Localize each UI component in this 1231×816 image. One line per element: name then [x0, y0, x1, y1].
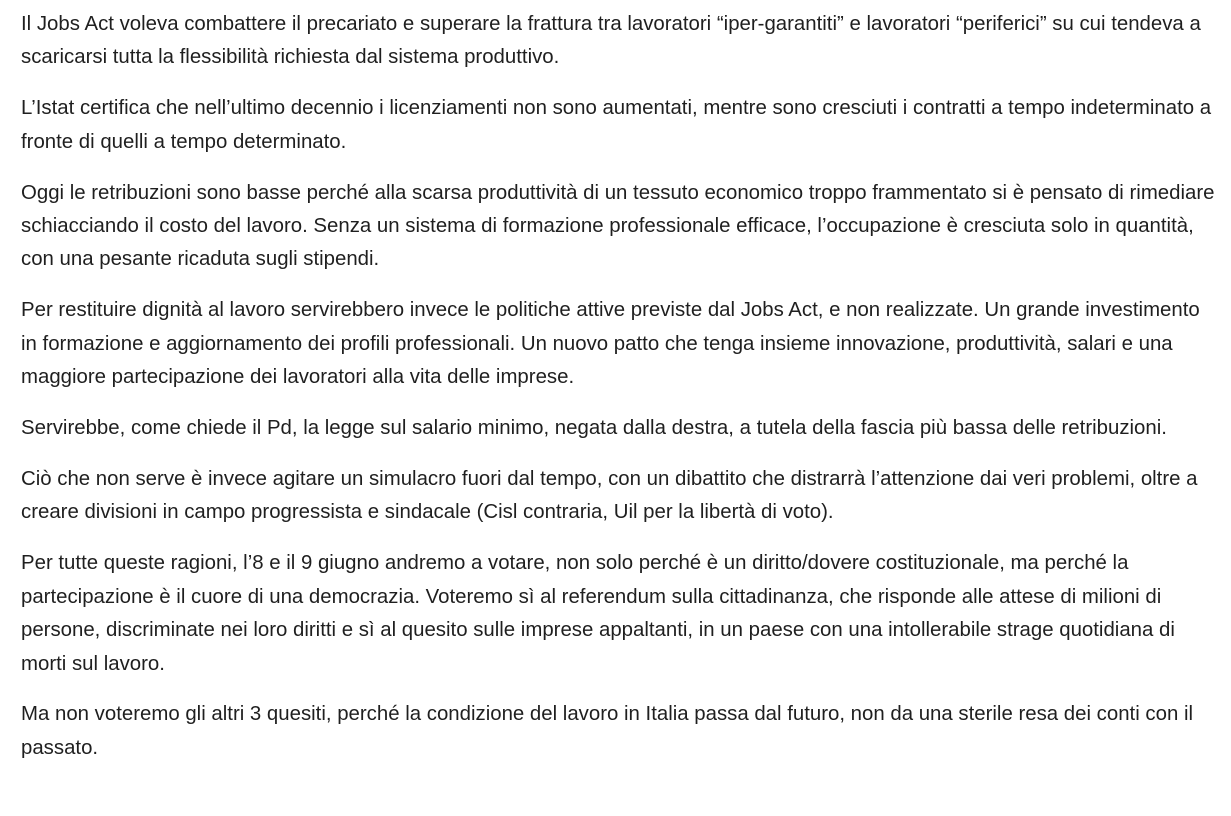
paragraph-referendum: Per tutte queste ragioni, l’8 e il 9 giugno andremo a votare, non solo perché è un diritto/dovere costituzionale, ma perché la partecipazione è il cuore di una democrazia. Voteremo sì al referendum sulla cittadinanza, che risponde alle attese di milioni di persone, discriminate nei loro diritti e sì al quesito sulle imprese appaltanti, in un paese con una intollerabile strage quotidiana di morti sul lavoro. [21, 552, 1175, 675]
paragraph-quesiti: Ma non voteremo gli altri 3 quesiti, perché la condizione del lavoro in Italia passa dal futuro, non da una sterile resa dei conti con il passato. [21, 703, 1194, 759]
paragraph-simulacro: Ciò che non serve è invece agitare un simulacro fuori dal tempo, con un dibattito che distrarrà l’attenzione dai veri problemi, oltre a creare divisioni in campo progressista e sindacale (Cisl contraria, Uil per la libertà di voto). [21, 467, 1198, 524]
paragraph-politiche-attive: Per restituire dignità al lavoro servirebbero invece le politiche attive previste dal Jobs Act, e non realizzate. Un grande investimento in formazione e aggiornamento dei profili professionali. Un nuovo patto che tenga insieme innovazione, produttività, salari e una maggiore partecipazione dei lavoratori alla vita delle imprese. [21, 299, 1200, 389]
paragraph-jobs-act: Il Jobs Act voleva combattere il precariato e superare la frattura tra lavoratori “iper-garantiti” e lavoratori “periferici” su cui tendeva a scaricarsi tutta la flessibilità richiesta dal sistema produttivo. [21, 13, 1201, 69]
article-body [21, 8, 1221, 783]
paragraph-salario-minimo: Servirebbe, come chiede il Pd, la legge sul salario minimo, negata dalla destra, a tutela della fascia più bassa delle retribuzioni. [21, 417, 1167, 440]
paragraph-retribuzioni: Oggi le retribuzioni sono basse perché alla scarsa produttività di un tessuto economico troppo frammentato si è pensato di rimediare schiacciando il costo del lavoro. Senza un sistema di formazione professionale efficace, l’occupazione è cresciuta solo in quantità, con una pesante ricaduta sugli stipendi. [21, 181, 1215, 271]
paragraph-istat: L’Istat certifica che nell’ultimo decennio i licenziamenti non sono aumentati, mentre sono cresciuti i contratti a tempo indeterminato a fronte di quelli a tempo determinato. [21, 97, 1212, 153]
